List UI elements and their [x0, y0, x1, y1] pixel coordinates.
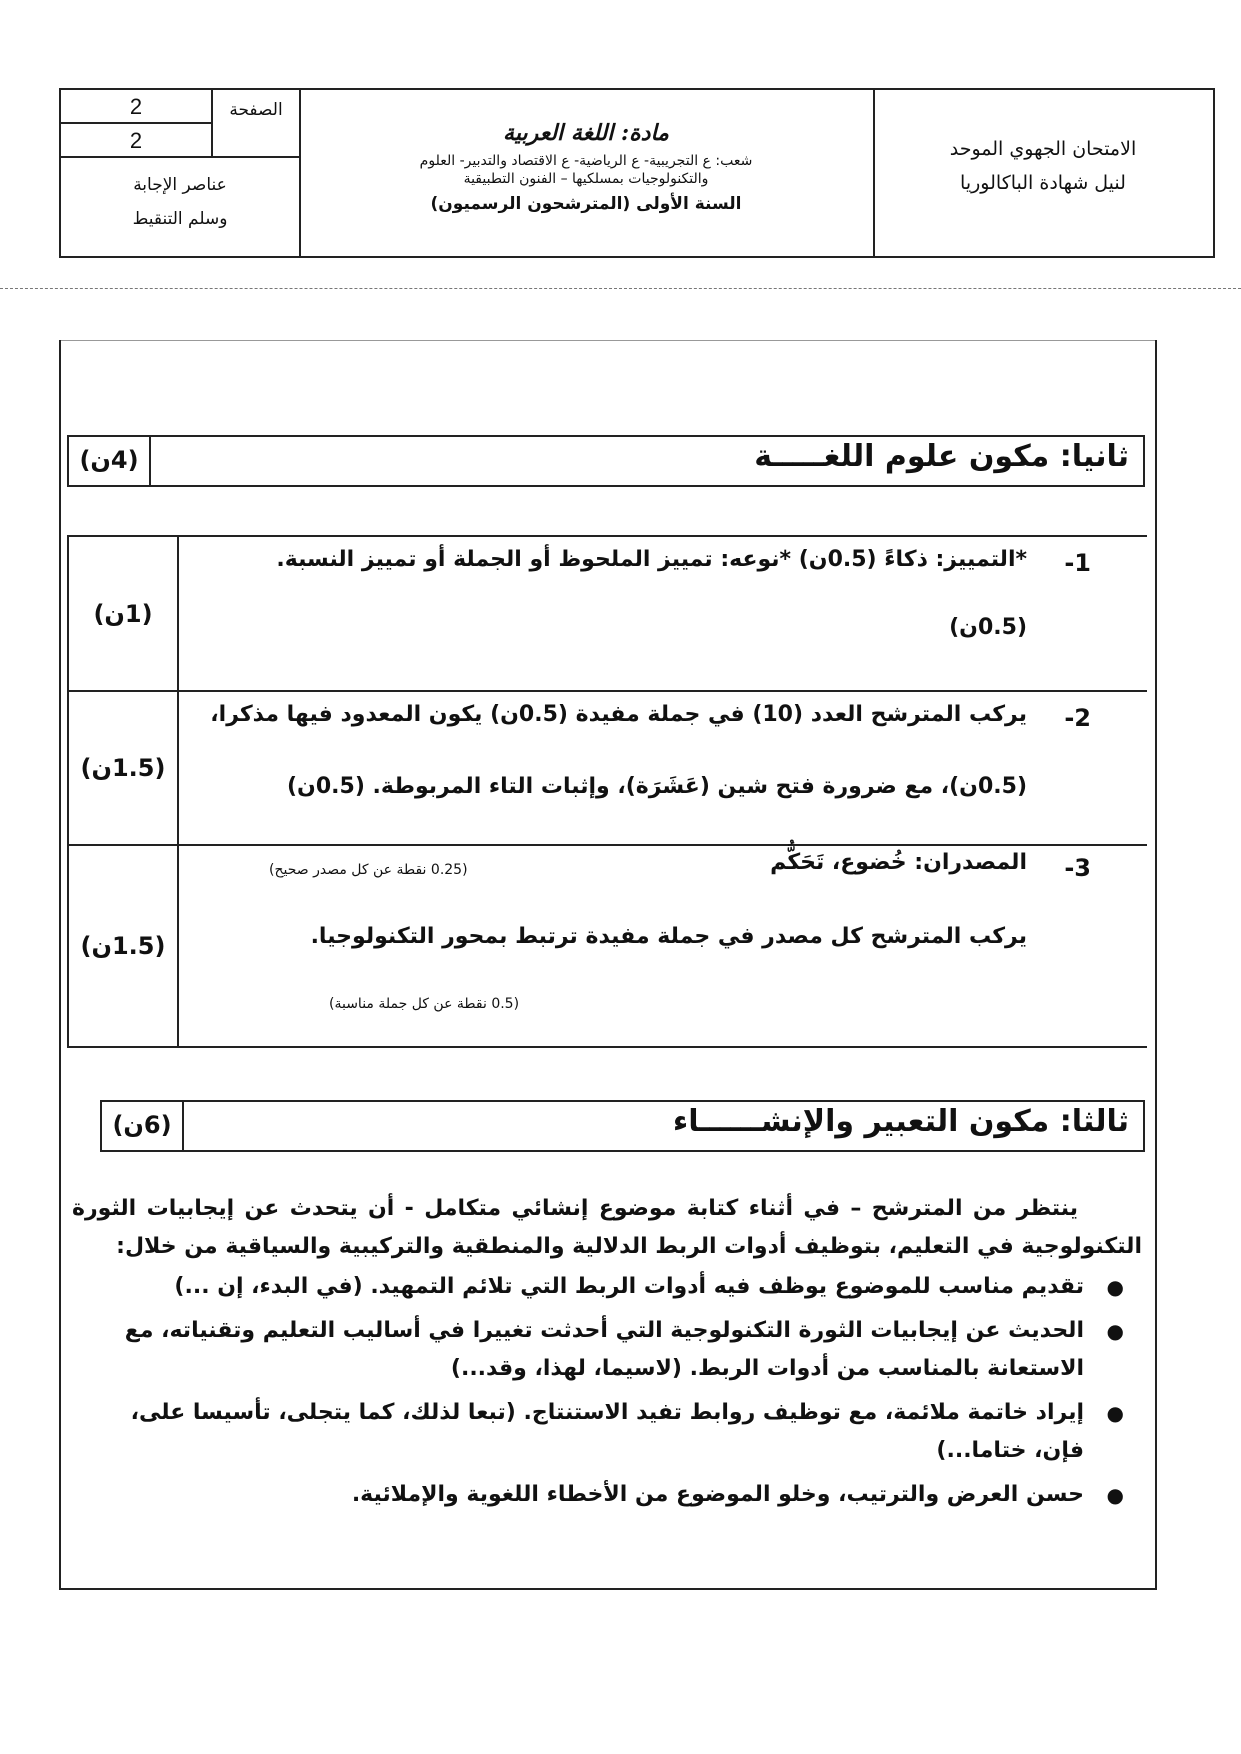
questions-table	[67, 535, 1147, 1048]
question-score: (1.5ن)	[69, 692, 179, 844]
question-line: (0.5ن)	[949, 615, 1027, 640]
question-row	[69, 846, 1147, 1046]
exam-line1: الامتحان الجهوي الموحد	[949, 138, 1137, 160]
exam-title-block	[873, 90, 1213, 200]
bullet-icon: ●	[1106, 1275, 1124, 1299]
section-writing-score: (6ن)	[102, 1102, 184, 1150]
subject-block	[301, 90, 871, 214]
bullet-icon: ●	[1106, 1401, 1124, 1425]
essay-intro	[72, 1190, 1142, 1266]
branches-line1: شعب: ع التجريبية- ع الرياضية- ع الاقتصاد والتدبير- العلوم	[419, 153, 753, 169]
list-item-text: حسن العرض والترتيب، وخلو الموضوع من الأخطاء اللغوية والإملائية.	[351, 1482, 1084, 1507]
question-line: (0.5ن)، مع ضرورة فتح شين (عَشَرَة)، وإثبات التاء المربوطة. (0.5ن)	[286, 774, 1027, 799]
answer-label-line1: عناصر الإجابة	[133, 175, 227, 195]
list-item	[120, 1394, 1124, 1470]
section-language-header	[67, 435, 1145, 487]
exam-line2: لنيل شهادة الباكالوريا	[960, 172, 1126, 194]
question-line: يركب المترشح كل مصدر في جملة مفيدة ترتبط بمحور التكنولوجيا.	[310, 924, 1027, 949]
question-line: يركب المترشح العدد (10) في جملة مفيدة (0.5ن) يكون المعدود فيها مذكرا،	[210, 702, 1027, 727]
scoring-note: (0.25 نقطة عن كل مصدر صحيح)	[269, 862, 468, 878]
answer-key-label	[61, 158, 299, 256]
section-language-score: (4ن)	[69, 437, 151, 485]
list-item-text: إيراد خاتمة ملائمة، مع توظيف روابط تفيد الاستنتاج. (تبعا لذلك، كما يتجلى، تأسيسا على، فإن، ختاما...)	[130, 1400, 1084, 1463]
question-score: (1.5ن)	[69, 846, 179, 1046]
list-item-text: تقديم مناسب للموضوع يوظف فيه أدوات الربط التي تلائم التمهيد. (في البدء، إن ...)	[174, 1274, 1084, 1299]
bullet-icon: ●	[1106, 1319, 1124, 1343]
exam-year: السنة الأولى (المترشحون الرسميون)	[430, 194, 742, 214]
section-writing-header	[100, 1100, 1145, 1152]
scoring-note: (0.5 نقطة عن كل جملة مناسبة)	[329, 996, 520, 1012]
page-info-grid	[61, 90, 299, 256]
branches-line2: والتكنولوجيات بمسلكيها – الفنون التطبيقية	[463, 171, 709, 187]
page-current: 2	[61, 90, 211, 124]
essay-intro-text: ينتظر من المترشح – في أثناء كتابة موضوع إنشائي متكامل - أن يتحدث عن إيجابيات الثورة التكنولوجية في التعليم، بتوظيف أدوات الربط الدلالية والمنطقية والتركيبية والسياقية من خلال:	[72, 1196, 1142, 1259]
exam-header	[59, 88, 1215, 258]
essay-criteria-list	[120, 1268, 1124, 1520]
list-item	[120, 1312, 1124, 1388]
list-item	[120, 1476, 1124, 1514]
answer-label-line2: وسلم التنقيط	[132, 209, 228, 229]
section-language-title: ثانيا: مكون علوم اللغـــــة	[754, 439, 1129, 474]
header-separator	[0, 288, 1241, 289]
list-item	[120, 1268, 1124, 1306]
subject-title: مادة: اللغة العربية	[503, 120, 669, 146]
page-total: 2	[61, 124, 211, 158]
question-row	[69, 537, 1147, 692]
question-line: *التمييز: ذكاءً (0.5ن) *نوعه: تمييز الملحوظ أو الجملة أو تمييز النسبة.	[276, 547, 1027, 572]
bullet-icon: ●	[1106, 1483, 1124, 1507]
page-label: الصفحة	[211, 90, 299, 158]
question-number: -1	[1064, 549, 1091, 577]
question-row	[69, 692, 1147, 846]
list-item-text: الحديث عن إيجابيات الثورة التكنولوجية التي أحدثت تغييرا في أساليب التعليم وتقنياته، مع الاستعانة بالمناسب من أدوات الربط. (لاسيما، لهذا، وقد...)	[124, 1318, 1084, 1381]
section-writing-title: ثالثا: مكون التعبير والإنشــــــاء	[672, 1104, 1129, 1139]
question-line: المصدران: خُضوع، تَحَكُّم	[770, 850, 1027, 875]
question-number: -3	[1064, 854, 1091, 882]
branches	[301, 152, 871, 188]
question-score: (1ن)	[69, 537, 179, 690]
question-number: -2	[1064, 704, 1091, 732]
